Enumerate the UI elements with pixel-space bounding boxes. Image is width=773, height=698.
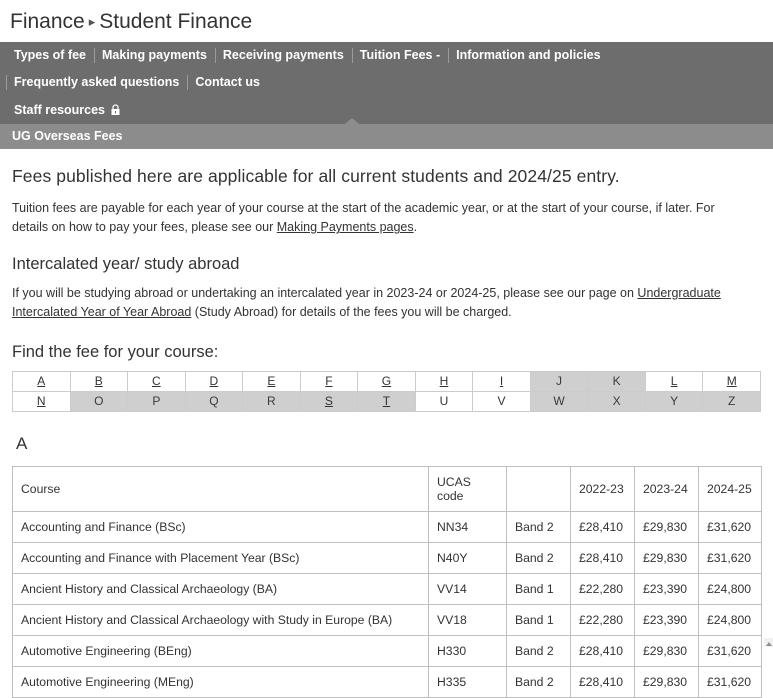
alpha-label: R xyxy=(267,394,276,408)
alpha-cell-h[interactable] xyxy=(415,371,473,391)
lead-heading: Fees published here are applicable for all current students and 2024/25 entry. xyxy=(12,166,620,186)
find-fee-heading: Find the fee for your course: xyxy=(12,342,219,361)
cell-band: Band 1 xyxy=(507,573,571,604)
alpha-label: Q xyxy=(209,394,219,408)
column-header-2024-25: 2024-25 xyxy=(699,466,762,511)
alpha-link[interactable]: C xyxy=(151,374,161,388)
cell-ucas: VV14 xyxy=(429,573,507,604)
cell-fee-2024-25: £31,620 xyxy=(699,666,762,697)
cell-fee-2022-23: £28,410 xyxy=(571,635,635,666)
cell-course: Automotive Engineering (MEng) xyxy=(13,666,429,697)
alpha-link[interactable]: T xyxy=(382,394,391,408)
abroad-text-tail: (Study Abroad) for details of the fees you will be charged. xyxy=(191,305,512,320)
alpha-cell-c[interactable] xyxy=(128,371,186,391)
nav-item-types-of-fee[interactable] xyxy=(6,42,94,69)
cell-ucas: H330 xyxy=(429,635,507,666)
cell-course: Accounting and Finance with Placement Year (BSc) xyxy=(13,542,429,573)
alpha-cell-q xyxy=(185,391,243,411)
breadcrumb-link-finance[interactable]: Finance xyxy=(10,10,85,33)
cell-fee-2023-24: £29,830 xyxy=(635,542,699,573)
making-payments-link[interactable]: Making Payments pages xyxy=(276,220,414,235)
cell-course: Ancient History and Classical Archaeology (BA) xyxy=(13,573,429,604)
cell-course: Ancient History and Classical Archaeology with Study in Europe (BA) xyxy=(13,604,429,635)
table-row xyxy=(13,635,762,666)
nav-item-label: Frequently asked questions xyxy=(14,75,180,89)
nav-item-label: Making payments xyxy=(102,48,207,62)
alpha-label: V xyxy=(497,394,506,408)
alpha-cell-m[interactable] xyxy=(703,371,761,391)
nav-item-label: Staff resources xyxy=(14,103,106,117)
cell-band: Band 2 xyxy=(507,511,571,542)
cell-band: Band 2 xyxy=(507,635,571,666)
nav-item-contact-us[interactable] xyxy=(187,69,268,96)
intro-text: Tuition fees are payable for each year of your course at the start of the academic year, or at the start of your course, if later. For details on how to pay your fees, please see our xyxy=(12,201,715,235)
alphabet-index xyxy=(12,371,761,412)
alpha-link[interactable]: M xyxy=(726,374,737,388)
cell-fee-2022-23: £22,280 xyxy=(571,604,635,635)
cell-fee-2023-24: £29,830 xyxy=(635,666,699,697)
nav-selected-indicator-icon xyxy=(345,118,359,124)
alpha-cell-t[interactable] xyxy=(358,391,416,411)
table-row xyxy=(13,511,762,542)
nav-row-secondary xyxy=(6,96,767,124)
alpha-link[interactable]: H xyxy=(439,374,449,388)
alphabet-row xyxy=(13,371,761,391)
nav-item-label: Tuition Fees - xyxy=(359,48,441,62)
cell-fee-2024-25: £24,800 xyxy=(699,573,762,604)
alpha-cell-e[interactable] xyxy=(243,371,301,391)
alpha-cell-d[interactable] xyxy=(185,371,243,391)
alpha-link[interactable]: L xyxy=(670,374,678,388)
column-header-course: Course xyxy=(13,466,429,511)
alpha-link[interactable]: G xyxy=(381,374,392,388)
nav-item-label: Types of fee xyxy=(14,48,87,62)
fees-table xyxy=(12,466,762,698)
table-row xyxy=(13,604,762,635)
nav-item-tuition-fees[interactable] xyxy=(352,42,448,69)
intro-paragraph xyxy=(12,199,724,238)
fees-table-header-row xyxy=(13,466,762,511)
breadcrumb-separator-icon: ▸ xyxy=(88,14,96,29)
nav-item-label: Information and policies xyxy=(456,48,601,62)
alpha-cell-f[interactable] xyxy=(300,371,358,391)
table-row xyxy=(13,666,762,697)
table-row xyxy=(13,542,762,573)
cell-fee-2023-24: £29,830 xyxy=(635,635,699,666)
column-header-2023-24: 2023-24 xyxy=(635,466,699,511)
cell-fee-2024-25: £31,620 xyxy=(699,635,762,666)
section-heading-intercalated: Intercalated year/ study abroad xyxy=(12,254,240,273)
alphabet-row xyxy=(13,391,761,411)
nav-item-receiving-payments[interactable] xyxy=(215,42,352,69)
cell-fee-2024-25: £31,620 xyxy=(699,542,762,573)
cell-fee-2022-23: £22,280 xyxy=(571,573,635,604)
alpha-cell-z xyxy=(703,391,761,411)
alpha-cell-o xyxy=(70,391,128,411)
main-content xyxy=(0,166,773,698)
alpha-cell-w xyxy=(530,391,588,411)
nav-item-staff-resources[interactable] xyxy=(6,96,129,124)
scroll-down-arrow-icon[interactable] xyxy=(766,642,772,646)
undergraduate-intercalated-link[interactable]: Undergraduate Intercalated Year of Year Abroad xyxy=(12,285,721,320)
lock-icon xyxy=(110,104,121,116)
cell-fee-2022-23: £28,410 xyxy=(571,542,635,573)
cell-fee-2023-24: £23,390 xyxy=(635,604,699,635)
alpha-cell-p xyxy=(128,391,186,411)
alpha-cell-u xyxy=(415,391,473,411)
column-header-2022-23: 2022-23 xyxy=(571,466,635,511)
cell-fee-2022-23: £28,410 xyxy=(571,511,635,542)
cell-fee-2024-25: £31,620 xyxy=(699,511,762,542)
nav-item-frequently-asked-questions[interactable] xyxy=(6,69,187,96)
alpha-link[interactable]: F xyxy=(325,374,333,388)
alpha-link[interactable]: D xyxy=(209,374,219,388)
alpha-cell-n[interactable] xyxy=(13,391,71,411)
alpha-cell-r xyxy=(243,391,301,411)
alpha-cell-g[interactable] xyxy=(358,371,416,391)
alpha-link[interactable]: S xyxy=(324,394,333,408)
cell-ucas: VV18 xyxy=(429,604,507,635)
cell-fee-2024-25: £24,800 xyxy=(699,604,762,635)
main-navigation xyxy=(0,42,773,124)
abroad-text: If you will be studying abroad or undertaking an intercalated year in 2023-24 or 2024-25, please see our page on xyxy=(12,285,638,300)
subnav-ug-overseas-fees[interactable] xyxy=(0,124,773,149)
alpha-cell-v xyxy=(473,391,531,411)
alpha-cell-x xyxy=(588,391,646,411)
alpha-label: X xyxy=(612,394,621,408)
cell-fee-2023-24: £23,390 xyxy=(635,573,699,604)
column-header-band xyxy=(507,466,571,511)
cell-fee-2023-24: £29,830 xyxy=(635,511,699,542)
alpha-label: O xyxy=(94,394,104,408)
nav-row-primary xyxy=(6,42,767,96)
alpha-cell-b[interactable] xyxy=(70,371,128,391)
page-title: Student Finance xyxy=(99,10,253,33)
alpha-link[interactable]: B xyxy=(94,374,103,388)
cell-band: Band 1 xyxy=(507,604,571,635)
breadcrumb xyxy=(0,0,773,42)
table-row xyxy=(13,573,762,604)
alpha-label: K xyxy=(612,374,621,388)
alpha-cell-s[interactable] xyxy=(300,391,358,411)
cell-ucas: NN34 xyxy=(429,511,507,542)
alpha-link[interactable]: N xyxy=(36,394,46,408)
alpha-label: W xyxy=(553,394,565,408)
alpha-cell-y xyxy=(645,391,703,411)
letter-heading-a: A xyxy=(16,433,28,453)
alpha-cell-l[interactable] xyxy=(645,371,703,391)
column-header-ucas-code: UCAS code xyxy=(429,466,507,511)
cell-ucas: H335 xyxy=(429,666,507,697)
alpha-label: Z xyxy=(728,394,736,408)
alpha-cell-a[interactable] xyxy=(13,371,71,391)
intro-text-tail: . xyxy=(413,220,418,235)
cell-course: Automotive Engineering (BEng) xyxy=(13,635,429,666)
alpha-cell-k xyxy=(588,371,646,391)
alpha-cell-j xyxy=(530,371,588,391)
alpha-label: P xyxy=(152,394,161,408)
alpha-link[interactable]: A xyxy=(37,374,46,388)
alpha-label: U xyxy=(439,394,449,408)
cell-band: Band 2 xyxy=(507,666,571,697)
subnav-label: UG Overseas Fees xyxy=(12,129,123,143)
nav-item-label: Receiving payments xyxy=(222,48,344,62)
study-abroad-paragraph xyxy=(12,284,724,323)
alpha-link[interactable]: E xyxy=(267,374,276,388)
alpha-link[interactable]: I xyxy=(499,374,504,388)
alpha-label: J xyxy=(556,374,563,388)
alpha-cell-i[interactable] xyxy=(473,371,531,391)
nav-item-making-payments[interactable] xyxy=(94,42,215,69)
cell-band: Band 2 xyxy=(507,542,571,573)
nav-item-information-and-policies[interactable] xyxy=(448,42,608,69)
cell-course: Accounting and Finance (BSc) xyxy=(13,511,429,542)
alpha-label: Y xyxy=(670,394,679,408)
cell-fee-2022-23: £28,410 xyxy=(571,666,635,697)
nav-item-label: Contact us xyxy=(195,75,260,89)
cell-ucas: N40Y xyxy=(429,542,507,573)
